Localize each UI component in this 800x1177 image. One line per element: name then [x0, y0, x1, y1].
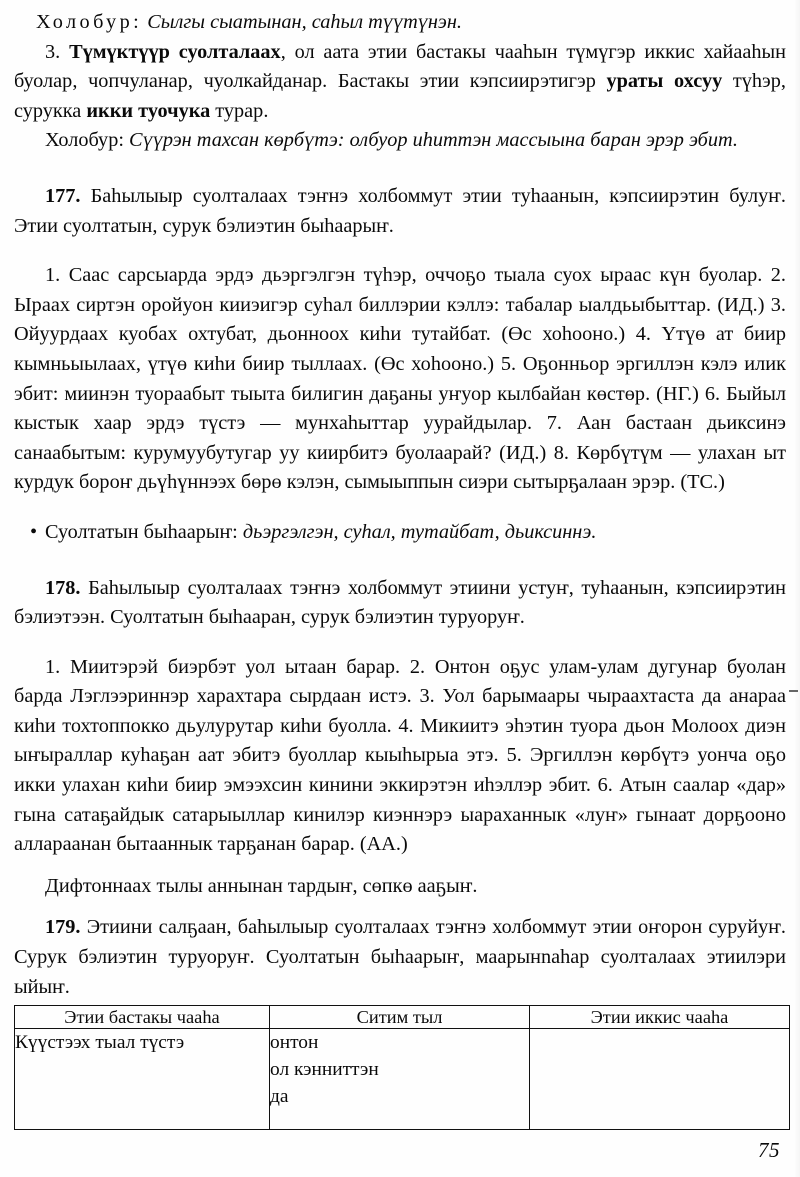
- spacer: [14, 241, 786, 261]
- rule-item-3-text-1: , ол аата этии бастакы чааһын түмүгэр иккис хайааһын буолар, чопчуланар, чуолкайданар. Бастакы этии кэпсиирэтигэр: [14, 40, 786, 93]
- table-cell-second-part[interactable]: [530, 1029, 790, 1130]
- page-number: 75: [758, 1138, 780, 1162]
- exercise-178-number: 178.: [45, 576, 81, 599]
- exercise-179-prompt: [14, 913, 786, 1002]
- spacer: [14, 860, 786, 872]
- bullet-icon: •: [30, 520, 38, 543]
- rule-item-3-text-3: турар.: [210, 99, 269, 122]
- table-header-cell-1: Этии бастакы чааһа: [15, 1006, 270, 1029]
- exercise-177-prompt: [14, 182, 786, 241]
- example-text-2: Сүүрэн тахсан көрбүтэ: олбуор иһиттэн массыына баран эрэр эбит.: [129, 129, 738, 152]
- spacer: [14, 633, 786, 653]
- link-word-2: ол кэнниттэн: [270, 1059, 379, 1080]
- table-header-cell-3: Этии иккис чааһа: [530, 1006, 790, 1029]
- exercise-178-prompt: [14, 574, 786, 633]
- bullet-words: дьэргэлгэн, суһал, тутайбат, дьиксиннэ.: [242, 520, 597, 543]
- spacer: [14, 498, 786, 518]
- link-word-stack: [270, 1029, 529, 1110]
- table-row: [15, 1029, 790, 1130]
- exercise-178-body: 1. Миитэрэй биэрбэт уол ытаан барар. 2. Онтон оҕус улам-улам дугунар буолан барда Лэглээриннэр харахтара сырдаан истэ. 3. Уол барымаары чыраахтаста да анараа киһи тохтоппокко дьулурутар киһи буолла. 4. Микиитэ эһэтин туора дьон Молоох диэн ыҥыраллар куһаҕан аат эбитэ буоллар кыыһырыа этэ. 5. Эргиллэн көрбүтэ уонча оҕо икки улахан киһи биир эмээхсин кинини эккирэтэн иһэллэр эбит. 6. Атын саалар «дар» гына сатаҕайдык сатарыыллар кинилэр киэннэрэ ыараханнык «луҥ» гынаат дорҕооно аллараанан бытааннык тарҕанан барар. (АА.): [14, 655, 786, 856]
- table-cell-first-part[interactable]: Күүстээх тыал түстэ: [15, 1029, 270, 1130]
- scan-artifact-mark: [789, 690, 798, 692]
- exercise-177-number: 177.: [45, 184, 81, 207]
- table-header-row: [15, 1006, 790, 1029]
- exercise-179-number: 179.: [45, 916, 81, 939]
- link-word-1: онтон: [270, 1032, 319, 1053]
- rule-item-3-emphasis-1: ураты охсуу: [606, 70, 723, 93]
- exercise-177-prompt-text: Баһылыыр суолталаах тэҥнэ холбоммут этии туһаанын, кэпсиирэтин булуҥ. Этии суолтатын, сурук бэлиэтин быһаарыҥ.: [14, 184, 786, 237]
- exercise-177-body: 1. Саас сарсыарда эрдэ дьэргэлгэн түһэр, оччоҕо тыала суох ыраас күн буолар. 2. Ыраах сиртэн оройуон кииэигэр суһал биллэрии кэллэ: табалар ыалдьыбыттар. (ИД.) 3. Ойуурдаах куобах охтубат, дьонноох киһи тутайбат. (Өс хоһооно.) 4. Үтүө ат биир кымньыылаах, үтүө киһи биир тыллаах. (Өс хоһооно.) 5. Оҕонньор эргиллэн кэлэ илик эбит: миинэн туораабыт тыыта билигин даҕаны уҥуор кылбайан көстөр. (НГ.) 6. Быйыл кыстык хаар эрдэ түстэ — мунхаһыттар уурайдылар. 7. Аан бастаан дьиксинэ санаабытым: курумуубутугар уу киирбитэ буолаарай? (ИД.) 8. Көрбүтүм — улахан ыт курдук бороҥ дьүһүннээх бөрө кэлэн, сымыыппын сиэри сытырҕалаан эрэр. (ТС.): [14, 264, 786, 494]
- example-line-1: [14, 8, 786, 38]
- example-text-1: Сылгы сыатынан, саһыл түүтүнэн.: [147, 11, 462, 33]
- rule-item-3-text-2: түһэр, сурукка: [14, 70, 786, 122]
- exercise-179-prompt-text: Этиини салҕаан, баһылыыр суолталаах тэҥнэ холбоммут этии оҥорон суруйуҥ. Сурук бэлиэтин туруоруҥ. Суолтатын быһаарыҥ, маарынnaһар суолталаах этиилэри ыйыҥ.: [14, 916, 786, 998]
- example-label-2: Холобур:: [45, 129, 124, 152]
- example-label-1: Холобур:: [36, 11, 143, 33]
- rule-item-3-emphasis-2: икки туочука: [86, 99, 211, 122]
- spacer: [14, 901, 786, 913]
- exercise-177-bullet: [14, 518, 786, 548]
- bullet-label: Суолтатын быһаарыҥ:: [45, 520, 238, 543]
- spacer: [14, 156, 786, 182]
- rule-item-3: [14, 38, 786, 127]
- rule-item-3-term: Түмүктүүр суолталаах: [69, 40, 281, 63]
- exercise-179-table-wrapper: [14, 1005, 786, 1130]
- example-line-2: [14, 126, 786, 156]
- scan-edge-shadow: [794, 0, 800, 1177]
- spacer: [14, 548, 786, 574]
- rule-item-3-number: 3.: [45, 40, 61, 63]
- exercise-178-note: Дифтоннаах тылы аннынан тардыҥ, сөпкө ааҕыҥ.: [45, 874, 478, 897]
- exercise-179-table: [14, 1005, 790, 1130]
- table-cell-link-words[interactable]: [270, 1029, 530, 1130]
- table-header-cell-2: Ситим тыл: [270, 1006, 530, 1029]
- page-content: [14, 8, 786, 1002]
- exercise-178-prompt-text: Баһылыыр суолталаах тэҥнэ холбоммут этиини устуҥ, туһаанын, кэпсиирэтин бэлиэтээн. Суолтатын быһааран, сурук бэлиэтин туруоруҥ.: [14, 576, 787, 629]
- link-word-3: да: [270, 1086, 289, 1107]
